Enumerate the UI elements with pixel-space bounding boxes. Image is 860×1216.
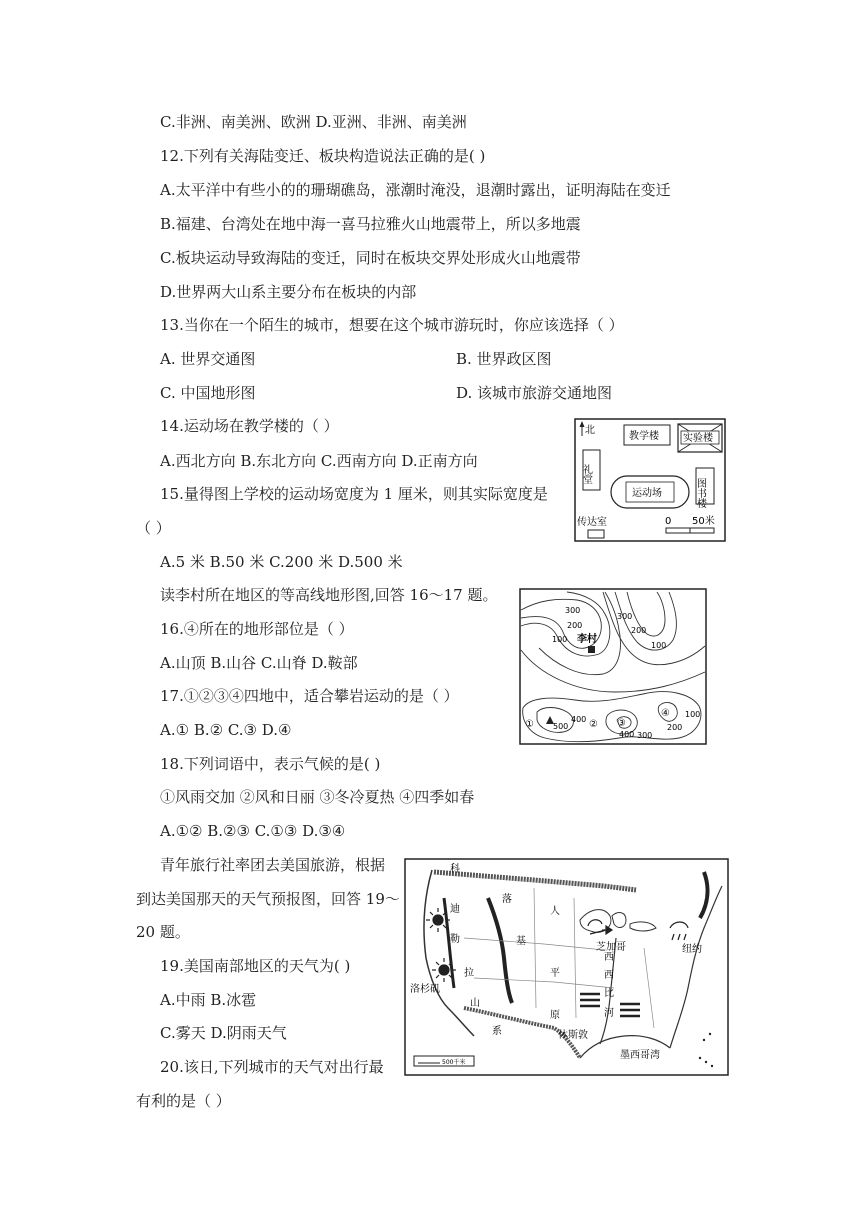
intro-19-20-line2: 到达美国那天的天气预报图，回答 19～ [136,890,400,908]
question-12: 12.下列有关海陆变迁、板块构造说法正确的是( ) [160,147,486,165]
question-11-options-cd: C.非洲、南美洲、欧洲 D.亚洲、非洲、南美洲 [160,113,467,131]
question-18-items: ①风雨交加 ②风和日丽 ③冬冷夏热 ④四季如春 [160,788,475,806]
question-19-options-ab: A.中雨 B.冰雹 [160,991,257,1009]
question-19: 19.美国南部地区的天气为( ) [160,957,351,975]
hall-label: 礼堂 [580,464,592,484]
marker-1: ① [525,719,534,730]
sports-field-label: 运动场 [632,488,662,499]
marker-4: ④ [661,708,670,719]
scale-fifty: 50米 [692,516,715,527]
guard-room-label: 传达室 [577,517,607,528]
elev-200-b: 200 [631,626,647,635]
label-ke: 科 [450,864,460,875]
intro-16-17: 读李村所在地区的等高线地形图,回答 16～17 题。 [160,586,498,604]
elev-100-b: 100 [651,641,667,650]
question-12-option-a: A.太平洋中有些小的的珊瑚礁岛，涨潮时淹没，退潮时露出，证明海陆在变迁 [160,181,671,199]
label-ping: 平 [550,968,560,979]
question-13-option-a: A. 世界交通图 [160,350,256,368]
question-19-options-cd: C.雾天 D.阴雨天气 [160,1024,287,1042]
school-map [574,418,726,542]
teaching-building-label: 教学楼 [629,431,659,442]
question-15-blank: （ ） [136,519,171,537]
village-label: 李村 [577,634,597,645]
question-14-options: A.西北方向 B.东北方向 C.西南方向 D.正南方向 [160,452,478,470]
label-ren: 人 [550,906,560,917]
question-16: 16.④所在的地形部位是（ ） [160,620,354,638]
elev-200-c: 200 [667,723,683,732]
question-12-option-c: C.板块运动导致海陆的变迁，同时在板块交界处形成火山地震带 [160,249,581,267]
scale-zero: 0 [665,516,672,527]
label-le: 勒 [450,934,460,945]
question-18: 18.下列词语中，表示气候的是( ) [160,755,381,773]
question-17-options: A.① B.② C.③ D.④ [160,721,292,739]
question-20-line2: 有利的是（ ） [136,1092,231,1110]
label-he: 河 [604,1008,614,1019]
city-chicago: 芝加哥 [596,942,626,953]
intro-19-20-line1: 青年旅行社率团去美国旅游，根据 [160,856,386,874]
library-label: 图书楼 [694,478,706,508]
elev-100-a: 100 [552,635,568,644]
city-houston: 休斯敦 [558,1030,588,1041]
question-13-option-c: C. 中国地形图 [160,384,256,402]
label-xi: 西 [604,952,614,963]
question-15: 15.量得图上学校的运动场宽度为 1 厘米，则其实际宽度是 [160,485,548,503]
label-yuan: 原 [550,1010,560,1021]
guard-room [588,530,604,538]
question-12-option-d: D.世界两大山系主要分布在板块的内部 [160,283,417,301]
question-13-option-b: B. 世界政区图 [456,350,552,368]
marker-3: ③ [617,718,626,729]
elev-200-a: 200 [567,621,583,630]
question-18-options: A.①② B.②③ C.①③ D.③④ [160,822,346,840]
label-gulf-of-mexico: 墨西哥湾 [620,1050,660,1061]
label-xi-2: 西 [604,970,614,981]
elev-300-c: 300 [637,731,653,740]
marker-2: ② [589,719,598,730]
label-bi: 比 [604,988,614,999]
elev-100-c: 100 [685,710,701,719]
question-13: 13.当你在一个陌生的城市，想要在这个城市游玩时，你应该选择（ ） [160,316,624,334]
elev-400-a: 400 [571,715,587,724]
question-13-option-d: D. 该城市旅游交通地图 [456,384,613,402]
city-new-york: 纽约 [682,944,702,955]
question-17: 17.①②③④四地中，适合攀岩运动的是（ ） [160,687,459,705]
elev-500: 500 [553,722,569,731]
north-label: 北 [585,425,595,436]
question-14: 14.运动场在教学楼的（ ） [160,417,339,435]
contour-map [519,588,707,745]
question-15-options: A.5 米 B.50 米 C.200 米 D.500 米 [160,553,403,571]
village-marker [588,646,595,653]
elev-300-b: 300 [617,612,633,621]
lab-building-label: 实验楼 [683,433,713,444]
label-ji: 基 [516,936,526,947]
intro-19-20-line3: 20 题。 [136,923,190,941]
us-weather-map [404,858,729,1076]
elev-300-a: 300 [565,606,581,615]
label-shan: 山 [470,998,480,1009]
map-scale-label: 500千米 [442,1059,466,1066]
elev-400-b: 400 [619,730,635,739]
label-di: 迪 [450,904,460,915]
label-luo: 落 [502,894,512,905]
question-12-option-b: B.福建、台湾处在地中海一喜马拉雅火山地震带上，所以多地震 [160,215,581,233]
city-los-angeles: 洛杉矶 [410,984,440,995]
label-la: 拉 [464,968,474,979]
question-20-line1: 20.该日,下列城市的天气对出行最 [160,1058,384,1076]
label-xi-system: 系 [492,1026,502,1037]
question-16-options: A.山顶 B.山谷 C.山脊 D.鞍部 [160,654,358,672]
